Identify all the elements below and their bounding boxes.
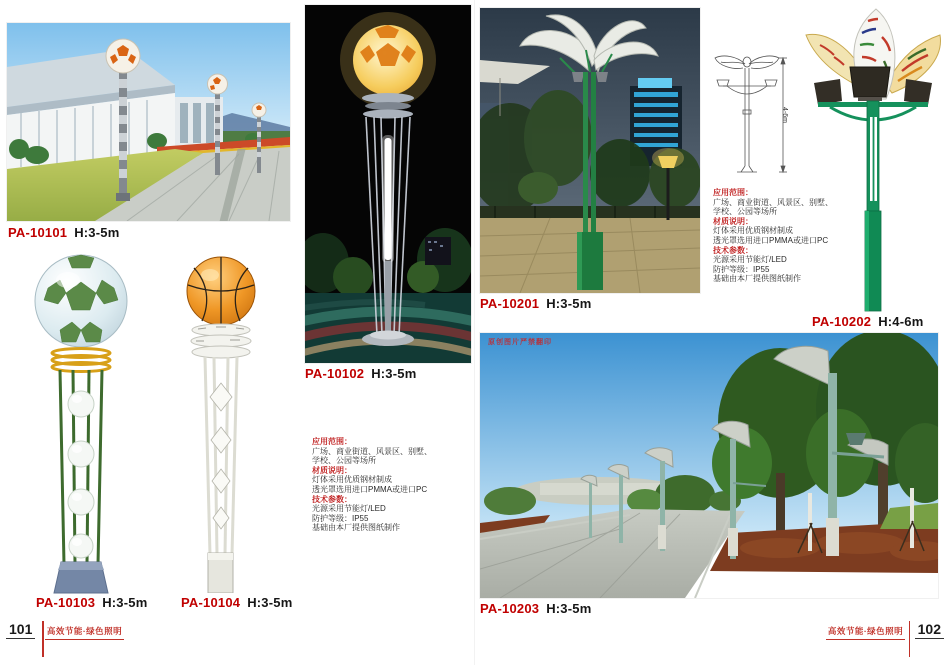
product-pa10104-basketball-lamp <box>180 255 262 593</box>
spec-line: 光源采用节能灯/LED <box>713 255 787 265</box>
label-pa10103 <box>36 595 147 610</box>
product-pa10202-wing-lamp <box>798 5 948 313</box>
spec-line: 基础由本厂提供图纸制作 <box>713 274 801 284</box>
page-number-left: 101 <box>6 621 35 639</box>
footer-right <box>812 621 944 661</box>
label-pa10102 <box>305 366 416 381</box>
basketball-lamp-illustration <box>180 255 262 593</box>
product-code: PA-10103 <box>36 595 96 610</box>
spec-line: 灯体采用优质钢材制成 <box>312 475 392 485</box>
spec-line: 光源采用节能灯/LED <box>312 504 386 514</box>
product-height: H:3-5m <box>102 595 148 610</box>
plaza-scene-illustration <box>7 23 290 221</box>
product-code: PA-10203 <box>480 601 540 616</box>
product-code: PA-10102 <box>305 366 365 381</box>
spec-line: 防护等级：IP55 <box>713 264 770 274</box>
spec-heading-technical: 技术参数： <box>312 494 352 504</box>
football-lamp-illustration <box>30 252 132 594</box>
street-lamps-scene-illustration <box>480 333 938 598</box>
spec-line: 透光罩选用进口PMMA或进口PC <box>713 235 829 245</box>
label-pa10101 <box>8 225 119 240</box>
product-height: H:3-5m <box>546 296 592 311</box>
spec-line: 基础由本厂提供图纸制作 <box>312 523 400 533</box>
photo-pa10101-plaza <box>7 23 290 221</box>
photo-pa10102-night <box>305 5 471 363</box>
footer-slogan-right: 高效节能·绿色照明 <box>826 621 905 640</box>
spec-line: 透光罩选用进口PMMA或进口PC <box>312 484 428 494</box>
spec-heading-material: 材质说明： <box>312 465 352 475</box>
spec-heading-technical: 技术参数： <box>713 245 753 255</box>
product-code: PA-10201 <box>480 296 540 311</box>
photo-pa10201-night-plaza <box>480 8 700 293</box>
copyright-watermark: 原创图片严禁翻印 <box>488 339 552 346</box>
petal-lamp-scene-illustration <box>480 8 700 293</box>
spec-line: 学校、公园等场所 <box>312 456 376 466</box>
footer-divider-right <box>909 621 911 657</box>
night-lamp-scene-illustration <box>305 5 471 363</box>
label-pa10104 <box>181 595 292 610</box>
technical-drawing-pa10202 <box>703 48 793 183</box>
product-height: H:3-5m <box>247 595 293 610</box>
spec-line: 灯体采用优质钢材制成 <box>713 226 793 236</box>
product-height: H:4-6m <box>878 314 924 329</box>
page-gutter <box>474 0 475 665</box>
product-height: H:3-5m <box>546 601 592 616</box>
dimension-label: 4-6m <box>781 107 788 123</box>
spec-line: 学校、公园等场所 <box>713 207 777 217</box>
photo-pa10203-street <box>480 333 938 598</box>
label-pa10202 <box>812 314 923 329</box>
footer-left <box>6 621 146 661</box>
label-pa10203 <box>480 601 591 616</box>
product-height: H:3-5m <box>74 225 120 240</box>
spec-heading-application: 应用范围： <box>312 437 352 446</box>
page-number-right: 102 <box>915 621 944 639</box>
product-code: PA-10202 <box>812 314 872 329</box>
footer-divider-left <box>42 621 44 657</box>
spec-line: 防护等级：IP55 <box>312 513 369 523</box>
label-pa10201 <box>480 296 591 311</box>
spec-heading-application: 应用范围： <box>713 188 753 197</box>
footer-slogan-left: 高效节能·绿色照明 <box>45 621 124 640</box>
spec-heading-material: 材质说明： <box>713 216 753 226</box>
product-code: PA-10101 <box>8 225 68 240</box>
spec-block-left <box>312 437 462 533</box>
product-height: H:3-5m <box>371 366 417 381</box>
line-drawing-illustration <box>703 48 793 183</box>
spec-line: 广场、商业街道、风景区、别墅、 <box>312 446 432 456</box>
product-pa10103-football-lamp <box>30 252 132 594</box>
product-code: PA-10104 <box>181 595 241 610</box>
spec-line: 广场、商业街道、风景区、别墅、 <box>713 197 833 207</box>
wing-lamp-illustration <box>798 5 948 313</box>
